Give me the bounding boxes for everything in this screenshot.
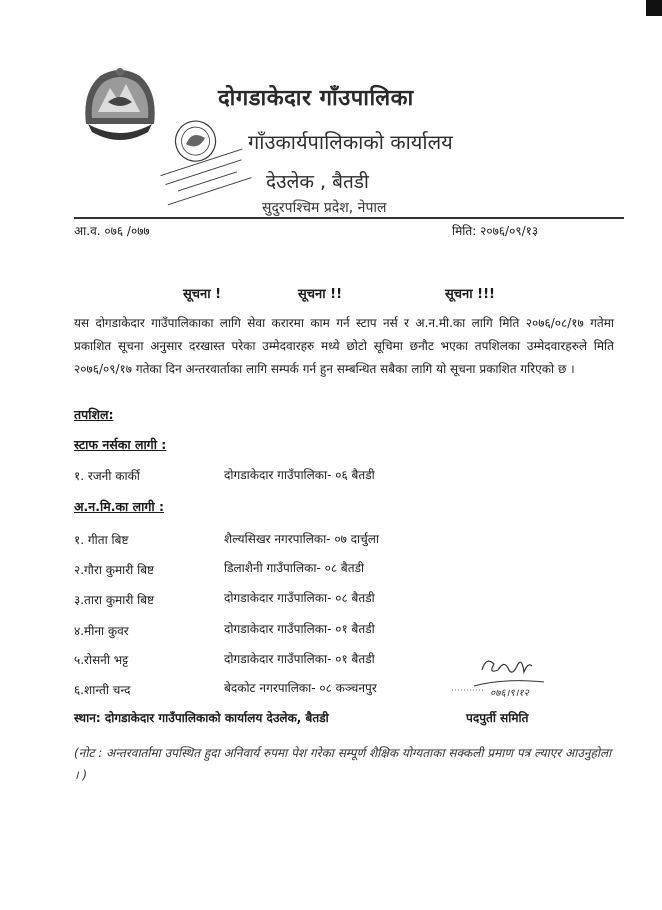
notice-body: यस दोगडाकेदार गाउँपालिकाका लागि सेवा करारमा काम गर्न स्टाप नर्स र अ.न.मी.का लागि मिति २०७६/०८/१७ गतेमा प्रकाशित सूचना अनुसार दरखास्त परेका उम्मेदवारहरु मध्ये छोटो सूचिमा छनौट भएका तपशिलका उम्मेदवारहरुले मिति २०७६/०९/१७ गतेका दिन अन्तरवार्ताका लागि सम्पर्क गर्न हुन सम्बन्धित सबैका लागि यो सूचना प्रकाशित गरिएको छ । bbox=[74, 316, 614, 376]
notice-heading-1: सूचना ! bbox=[183, 287, 222, 302]
candidate-address: दोगडाकेदार गाउँपालिका- ०८ बैतडी bbox=[224, 591, 375, 605]
staff-nurse-heading: स्टाफ नर्सका लागी : bbox=[74, 437, 167, 452]
committee-name: पदपुर्ती समिति bbox=[466, 711, 529, 725]
candidate-address: शैल्यसिखर नगरपालिका- ०७ दार्चुला bbox=[224, 532, 379, 546]
candidate-name: २.गौरा कुमारी बिष्ट bbox=[74, 563, 155, 577]
province-line: सुदुरपश्चिम प्रदेश, नेपाल bbox=[262, 200, 387, 216]
candidate-name: १. रजनी कार्की bbox=[74, 469, 140, 483]
issue-date: मिति: २०७६/०९/१३ bbox=[452, 224, 539, 238]
notice-heading-3: सूचना !!! bbox=[445, 287, 495, 302]
anm-heading: अ.न.मि.का लागी : bbox=[74, 499, 164, 514]
office-address: देउलेक , बैतडी bbox=[266, 171, 369, 193]
candidate-address: दोगडाकेदार गाउँपालिका- ०६ बैतडी bbox=[224, 468, 375, 482]
candidate-name: ४.मीना कुवर bbox=[74, 624, 129, 638]
office-name: गाँउकार्यपालिकाको कार्यालय bbox=[248, 130, 453, 154]
interview-note: (नोट : अन्तरवार्तामा उपस्थित हुदा अनिवार्य रुपमा पेश गरेका सम्पूर्ण शैक्षिक योग्यताका सक्कली प्रमाण पत्र ल्याएर आउनुहोला । ) bbox=[74, 746, 612, 782]
office-seal-stamp bbox=[136, 112, 256, 212]
org-name: दोगडाकेदार गाँउपालिका bbox=[218, 86, 414, 111]
candidate-address: बेदकोट नगरपालिका- ०८ कञ्चनपुर bbox=[224, 681, 377, 695]
fiscal-year: आ.व. ०७६ /०७७ bbox=[74, 224, 150, 238]
details-heading: तपशिल: bbox=[74, 407, 114, 422]
candidate-address: दोगडाकेदार गाउँपालिका- ०१ बैतडी bbox=[224, 652, 375, 666]
handwritten-signature bbox=[452, 652, 562, 702]
venue-line: स्थान: दोगडाकेदार गाउँपालिकाको कार्यालय देउलेक, बैतडी bbox=[74, 711, 329, 725]
candidate-address: डिलाशैनी गाउँपालिका- ०८ बैतडी bbox=[224, 561, 365, 575]
candidate-address: दोगडाकेदार गाउँपालिका- ०१ बैतडी bbox=[224, 622, 375, 636]
signature-date: ०७६।९।१२ bbox=[490, 688, 529, 699]
letterhead-divider bbox=[74, 217, 624, 219]
candidate-name: ३.तारा कुमारी बिष्ट bbox=[74, 593, 155, 607]
candidate-name: ५.रोसनी भट्ट bbox=[74, 653, 129, 667]
notice-heading-2: सूचना !! bbox=[298, 287, 343, 302]
candidate-name: ६.शान्ती चन्द bbox=[74, 683, 131, 697]
candidate-name: १. गीता बिष्ट bbox=[74, 533, 129, 547]
